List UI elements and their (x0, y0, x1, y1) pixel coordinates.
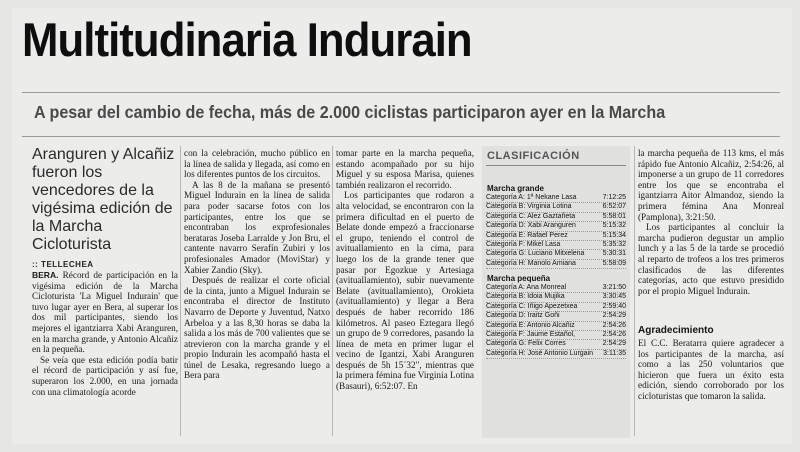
result-row (486, 241, 626, 250)
result-time: 2:54:26 (602, 331, 626, 339)
result-name: Categoría C: Iñigo Apezetxea (486, 302, 578, 310)
result-row (486, 303, 626, 312)
paragraph: tomar parte en la marcha pequeña, estando acompañado por su hijo Miguel y su esposa Marisa, quienes también realizaron el recorrido. (336, 148, 474, 190)
paragraph: Los participantes al concluir la marcha pudieron degustar un amplio lunch y a las 5 de la tarde se procedió al reparto de trofeos a los tres primeros clasificados de las diferentes categorías, acto que estuvo presidido por el propio Miguel Indurain. (638, 222, 784, 296)
result-row (486, 340, 626, 349)
result-name: Categoría G: Felix Corres (486, 340, 566, 348)
results-title-rule (486, 165, 626, 166)
result-time: 2:59:40 (602, 302, 626, 310)
top-rule (22, 92, 780, 93)
lead-text: Aranguren y Alcañiz fueron los vencedores de la vigésima edición de la Marcha Cicloturista (32, 146, 175, 253)
result-row (486, 331, 626, 340)
sub-rule (22, 136, 780, 137)
column-divider (180, 146, 181, 436)
result-time: 3:30:45 (602, 293, 626, 301)
result-name: Categoría A: Ana Monreal (486, 284, 567, 291)
article-column-5-continued (638, 338, 784, 402)
article-column-1 (32, 270, 178, 397)
column-divider (332, 146, 333, 436)
result-time: 2:54:29 (602, 312, 626, 320)
paragraph: la marcha pequeña de 113 kms, el más rápido fue Antonio Alcañiz, 2:54:26, al imponerse a un grupo de 11 corredores entre los que se encontraba el igantziarra Aitor Almandoz, siendo la primera fémina Ana Monreal (Pamplona), 3:21:50. (638, 148, 784, 222)
article-column-3 (336, 148, 474, 392)
result-time: 3:21:50 (602, 284, 626, 291)
result-name: Categoría D: Xabi Aranguren (486, 222, 576, 230)
paragraph: Los participantes que rodaron a alta velocidad, se encontraron con la primera dificultad en el puerto de Belate donde empezó a fraccionarse el grupo, teniendo el control de avituallamiento en la cima, para luego los de la grande tener que pasar por Egozkue y Artesiaga (avituallamiento), subir nuevamente Belate (avituallamiento), Orokieta (avituallamiento) y llegar a Bera después de haber recorrido 186 kilómetros. Al paseo Eztegara llegó un grupo de 9 corredores, pasando la línea de meta en primer lugar el vecino de Igantzi, Xabi Aranguren después de 5h 15´32", mientras que la primera fémina fue Virginia Lotina (Basauri), 6:52:07. En (336, 190, 474, 392)
result-time: 5:30:31 (602, 250, 626, 258)
result-time: 2:54:29 (602, 340, 626, 348)
result-name: Categoría E: Rafael Perez (486, 231, 568, 239)
dateline: BERA. (32, 270, 59, 280)
result-name: Categoría H: Manolo Amiana (486, 259, 576, 267)
result-time: 2:54:26 (602, 321, 626, 329)
result-time: 5:15:32 (602, 222, 626, 230)
paragraph: con la celebración, mucho público en la línea de salida y llegada, así como en los diferentes puntos de los circuitos. (184, 148, 330, 180)
result-row (486, 312, 626, 321)
result-row (486, 284, 626, 293)
byline: :: TELLECHEA (32, 260, 94, 269)
result-name: Categoría H: José Antonio Lurgain (486, 349, 594, 357)
result-time: 5:58:01 (602, 212, 626, 220)
result-name: Categoría B: Idoia Mujika (486, 293, 565, 301)
result-time: 5:58:09 (602, 259, 626, 267)
paragraph: El C.C. Beratarra quiere agradecer a los participantes de la marcha, así como a las 250 voluntarios que hicieron que fuera un éxito esta edición, siendo corroborado por los cicloturistas que tomaron la salida. (638, 338, 784, 401)
result-time: 6:52:07 (602, 203, 626, 211)
section-subtitle: Agradecimiento (638, 325, 714, 336)
result-name: Categoría C: Alez Gaztañeta (486, 212, 576, 220)
result-name: Categoría F: Jaume Estañol, (486, 331, 576, 339)
result-row (486, 203, 626, 212)
result-time: 7:12:25 (602, 194, 626, 201)
result-row (486, 250, 626, 259)
result-name: Categoría A: 1ª Nekane Lasa (486, 194, 577, 201)
result-time: 5:35:32 (602, 241, 626, 249)
result-row (486, 194, 626, 203)
paragraph: Récord de participación en la vigésima edición de la Marcha Cicloturista 'La Miguel Indurain' que tuvo lugar ayer en Bera, al superar los dos mil participantes, siendo los mejores el igantziarra Xabi Aranguren, en la marcha grande, y Antonio Alcañiz en la pequeña. (32, 270, 178, 355)
marcha-grande-results (486, 194, 626, 269)
result-row (486, 293, 626, 302)
results-title: CLASIFICACIÓN (487, 150, 580, 162)
subhead: A pesar del cambio de fecha, más de 2.000 ciclistas participaron ayer en la Marcha (34, 102, 666, 122)
result-name: Categoría E: Antonio Alcañiz (486, 321, 575, 329)
result-name: Categoría F: Mikel Lasa (486, 241, 561, 249)
result-row (486, 322, 626, 331)
result-row (486, 232, 626, 241)
paragraph: A las 8 de la mañana se presentó Miguel Indurain en la línea de salida para poder sacarse fotos con los participantes, entre los que se encontraban los exprofesionales berataras Joseba Larralde y Jon Bru, el cantente navarro Serafín Zubiri y los profesionales Amador (MoviStar) y Xabier Zandio (Sky). (184, 179, 330, 275)
marcha-grande-heading: Marcha grande (487, 184, 544, 193)
result-row (486, 260, 626, 269)
marcha-pequena-results (486, 284, 626, 359)
result-row (486, 222, 626, 231)
result-name: Categoría D: Iraitz Goñi (486, 312, 560, 320)
article-column-2 (184, 148, 330, 381)
paragraph: Se veía que esta edición podía batir el récord de participación y así fue, superaron los 2.000, en una jornada con una climatología acorde (32, 354, 178, 397)
result-row (486, 213, 626, 222)
result-time: 3:11:35 (603, 349, 626, 357)
paragraph: Después de realizar el corte oficial de la cinta, junto a Miguel Indurain se encontraba el director de Instituto Navarro de Deporte y Juventud, Natxo Arbeloa y a las 8,30 horas se daba la salida a los más de 700 valientes que se atrevieron con la marcha grande y el propio Indurain les acompañó hasta el túnel de Lesaka, regresando luego a Bera para (184, 275, 330, 381)
column-divider (634, 146, 635, 436)
result-name: Categoría G: Luciano Mitxelena (486, 250, 585, 258)
result-row (486, 350, 626, 359)
result-time: 5:15:34 (602, 231, 626, 239)
marcha-pequena-heading: Marcha pequeña (487, 274, 551, 283)
result-name: Categoría B: Virginia Lotina (486, 203, 572, 211)
article-column-5 (638, 148, 784, 296)
headline: Multitudinaria Indurain (22, 13, 472, 66)
